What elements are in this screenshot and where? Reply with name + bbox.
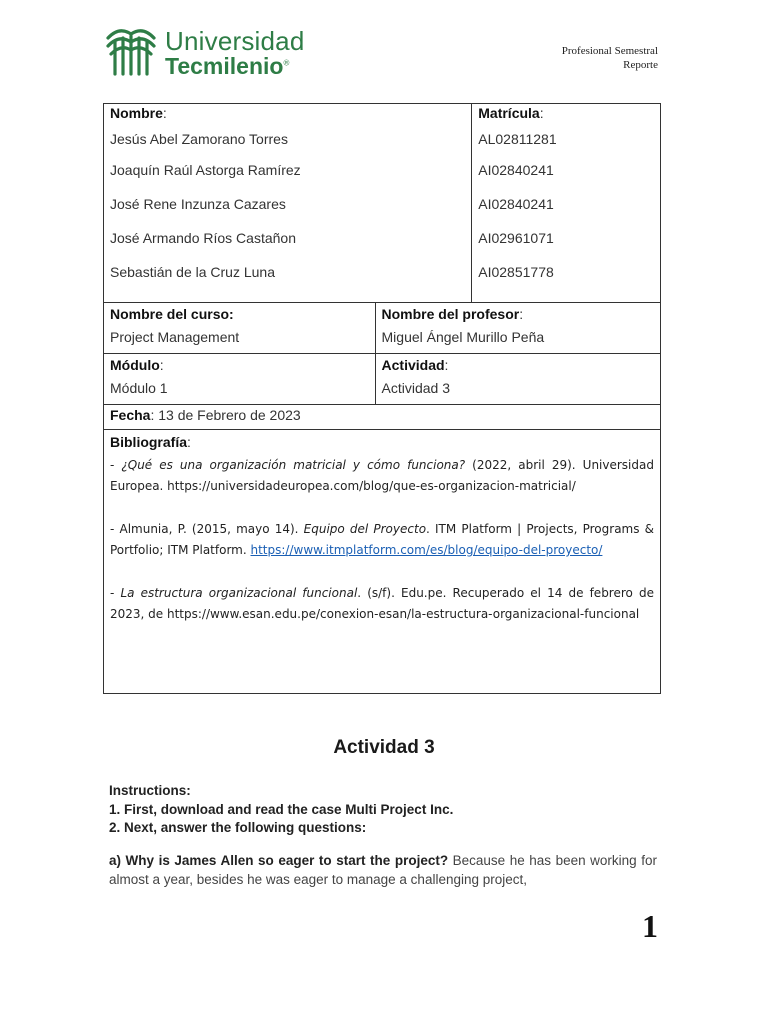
student-name: Joaquín Raúl Astorga Ramírez bbox=[110, 162, 301, 178]
matricula-label: Matrícula bbox=[478, 105, 540, 121]
student-name: José Armando Ríos Castañon bbox=[110, 230, 296, 246]
modulo-value: Módulo 1 bbox=[110, 380, 168, 396]
curso-value: Project Management bbox=[110, 329, 240, 345]
header-doc-type: Reporte bbox=[623, 59, 658, 71]
course-cell bbox=[104, 303, 376, 354]
professor-cell: Nombre del profesor: Miguel Ángel Murillo Peña bbox=[375, 303, 660, 354]
bibliography-entry: - La estructura organizacional funcional. (s/f). Edu.pe. Recuperado el 14 de febrero de 2023, de https://www.esan.edu.pe/conexion-esan/la-estructura-organizacional-funcional bbox=[110, 586, 654, 621]
bibliography-entry-title: ¿Qué es una organización matricial y cómo funciona? bbox=[121, 458, 466, 472]
university-logo bbox=[105, 24, 320, 80]
itmplatform-link[interactable]: https://www.itmplatform.com/es/blog/equipo-del-proyecto/ bbox=[250, 543, 603, 557]
student-id: AI02840241 bbox=[478, 196, 554, 212]
instructions-heading: Instructions: bbox=[109, 783, 191, 798]
student-name: Jesús Abel Zamorano Torres bbox=[110, 131, 288, 147]
actividad-value: Actividad 3 bbox=[381, 380, 450, 396]
date-cell: Fecha: 13 de Febrero de 2023 bbox=[104, 405, 661, 430]
student-id: AI02961071 bbox=[478, 230, 554, 246]
fecha-label: Fecha bbox=[110, 407, 151, 423]
activity-cell: Actividad: Actividad 3 bbox=[375, 354, 660, 405]
ids-cell: Matrícula: AL02811281 AI02840241 AI02840241 AI02961071 AI02851778 bbox=[472, 104, 661, 303]
student-id: AI02851778 bbox=[478, 264, 554, 280]
student-name: Sebastián de la Cruz Luna bbox=[110, 264, 275, 280]
page-number: 1 bbox=[642, 908, 658, 944]
bibliografia-label: Bibliografía bbox=[110, 434, 188, 450]
modulo-label: Módulo bbox=[110, 357, 160, 373]
curso-label: Nombre del curso: bbox=[110, 306, 234, 322]
instruction-step: 1. First, download and read the case Multi Project Inc. bbox=[109, 801, 454, 817]
bibliography-list bbox=[110, 455, 654, 625]
instruction-step: 2. Next, answer the following questions: bbox=[109, 820, 367, 835]
bibliography-entry: - ¿Qué es una organización matricial y cómo funciona? (2022, abril 29). Universidad Europea. https://universidadeuropea.com/blog/que-es-organizacion-matricial/ bbox=[110, 458, 654, 493]
profesor-label: Nombre del profesor bbox=[381, 306, 520, 322]
header-program: Profesional Semestral bbox=[561, 45, 658, 57]
bibliography-entry-title: Equipo del Proyecto bbox=[303, 522, 427, 536]
profesor-value: Miguel Ángel Murillo Peña bbox=[381, 329, 545, 345]
answer-paragraph bbox=[109, 851, 657, 889]
student-name: José Rene Inzunza Cazares bbox=[110, 196, 286, 212]
nombre-label: Nombre bbox=[110, 105, 163, 121]
bibliography-cell: Bibliografía: - ¿Qué es una organización matricial y cómo funciona? (2022, abril 29). Universidad Europea. https://universidadeuropea.com/blog/que-es-organizacion-matricial/ - Almunia, P. (2015, mayo 14). Equipo del Proyecto. ITM Platform | Projects, Programs & Portfolio; ITM Platform. https://www.itmplatform.com/es/blog/equipo-del-proyecto/ - La estructura organizacional funcional. (s/f). Edu.pe. Recuperado el 14 de febrero de 2023, de https://www.esan.edu.pe/conexion-esan/la-estructura-organizacional-funcional bbox=[104, 430, 661, 694]
activity-title: Actividad 3 bbox=[333, 737, 435, 758]
logo-wordmark-line1: Universidad bbox=[165, 26, 305, 56]
fecha-value: 13 de Febrero de 2023 bbox=[158, 407, 301, 423]
students-cell: Nombre: Jesús Abel Zamorano Torres Joaquín Raúl Astorga Ramírez José Rene Inzunza Cazares José Armando Ríos Castañon Sebastián de la Cruz Luna bbox=[104, 104, 472, 303]
module-cell: Módulo: Módulo 1 bbox=[104, 354, 376, 405]
document-header-info bbox=[562, 44, 658, 72]
student-id: AL02811281 bbox=[478, 131, 557, 147]
bibliography-entry: - Almunia, P. (2015, mayo 14). Equipo del Proyecto. ITM Platform | Projects, Programs & Portfolio; ITM Platform. https://www.itmplatform.com/es/blog/equipo-del-proyecto/ bbox=[110, 522, 655, 557]
answer-a: Because he has been working for almost a year, besides he was eager to manage a challenging project, bbox=[109, 853, 657, 887]
logo-wordmark-line2: Tecmilenio® bbox=[165, 53, 290, 79]
student-id: AI02840241 bbox=[478, 162, 554, 178]
actividad-label: Actividad bbox=[381, 357, 445, 373]
student-info-table bbox=[103, 103, 661, 694]
tecmilenio-emblem-icon bbox=[105, 24, 157, 76]
instructions-block bbox=[109, 782, 657, 838]
bibliography-entry-title: La estructura organizacional funcional bbox=[120, 586, 358, 600]
question-a: a) Why is James Allen so eager to start the project? bbox=[109, 853, 449, 868]
